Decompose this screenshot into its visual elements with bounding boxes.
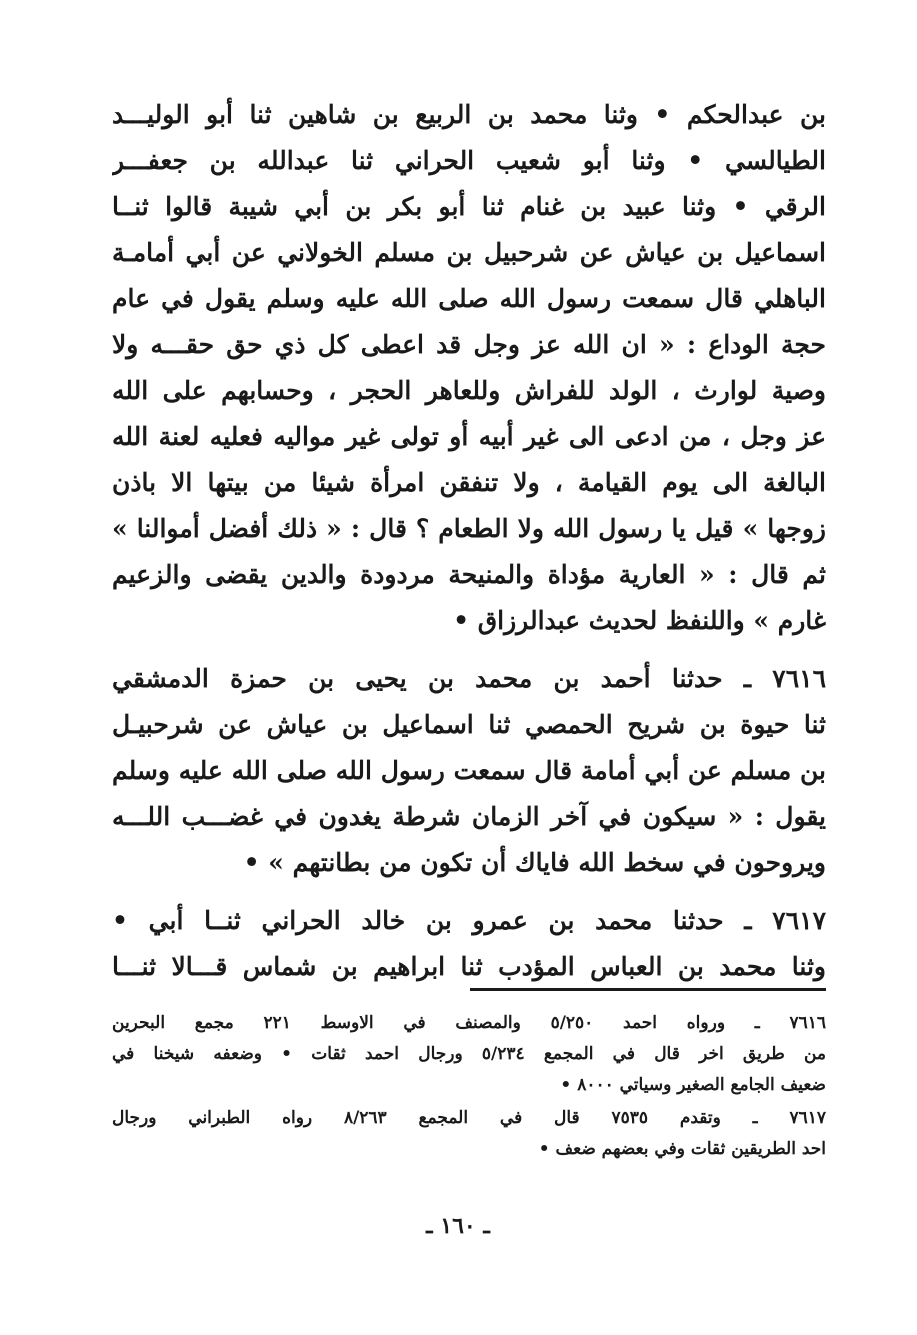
- main-text: [112, 92, 826, 994]
- text-line: ٧٦١٦ ـ حدثنا أحمد بن محمد بن يحيى بن حمزة الدمشقي: [112, 664, 826, 693]
- text-line: غارم » واللنفظ لحديث عبدالرزاق •: [453, 606, 826, 635]
- text-line: ثم قال : « العارية مؤداة والمنيحة مردودة والدين يقضى والزعيم: [112, 560, 826, 589]
- text-line: بن عبدالحكم • وثنا محمد بن الربيع بن شاهين ثنا أبو الوليـــد: [112, 100, 826, 129]
- footnote-line: احد الطريقين ثقات وفي بعضهم ضعف •: [538, 1139, 826, 1159]
- paragraph-hadith-7616: [112, 656, 826, 886]
- text-line: بن مسلم عن أبي أمامة قال سمعت رسول الله صلى الله عليه وسلم: [112, 756, 826, 785]
- text-line: عز وجل ، من ادعى الى غير أبيه أو تولى غير مواليه فعليه لعنة الله: [112, 422, 826, 451]
- page-number: ـ ١٦٠ ـ: [426, 1213, 490, 1239]
- footnote-line: من طريق اخر قال في المجمع ٥/٢٣٤ ورجال احمد ثقات • وضعفه شيخنا في: [112, 1044, 826, 1064]
- footnote-separator-rule: [470, 988, 826, 991]
- text-line: وصية لوارث ، الولد للفراش وللعاهر الحجر ، وحسابهم على الله: [112, 376, 826, 405]
- text-line: الطيالسي • وثنا أبو شعيب الحراني ثنا عبدالله بن جعفـــر: [112, 146, 826, 175]
- text-line: اسماعيل بن عياش عن شرحبيل بن مسلم الخولاني عن أبي أمامـة: [112, 238, 826, 267]
- text-line: البالغة الى يوم القيامة ، ولا تنفقن امرأة شيئا من بيتها الا باذن: [112, 468, 826, 497]
- text-line: ويروحون في سخط الله فاياك أن تكون من بطانتهم » •: [243, 848, 826, 877]
- text-line: ثنا حيوة بن شريح الحمصي ثنا اسماعيل بن عياش عن شرحبيـل: [112, 710, 826, 739]
- text-line: زوجها » قيل يا رسول الله ولا الطعام ؟ قال : « ذلك أفضل أموالنا »: [112, 514, 826, 543]
- text-line: حجة الوداع : « ان الله عز وجل قد اعطى كل ذي حق حقـــه ولا: [112, 330, 826, 359]
- footnote-7617: [112, 1103, 826, 1165]
- paragraph-hadith-7617: [112, 898, 826, 990]
- text-line: يقول : « سيكون في آخر الزمان شرطة يغدون في غضـــب اللـــه: [112, 802, 826, 831]
- text-line: الرقي • وثنا عبيد بن غنام ثنا أبو بكر بن أبي شيبة قالوا ثنــا: [112, 192, 826, 221]
- text-line: ٧٦١٧ ـ حدثنا محمد بن عمرو بن خالد الحراني ثنــا أبي •: [112, 906, 826, 935]
- footnote-line: ٧٦١٦ ـ ورواه احمد ٥/٢٥٠ والمصنف في الاوسط ٢٢١ مجمع البحرين: [112, 1013, 826, 1033]
- footnote-line: ضعيف الجامع الصغير وسياتي ٨٠٠٠ •: [560, 1075, 826, 1095]
- text-line: الباهلي قال سمعت رسول الله صلى الله عليه وسلم يقول في عام: [112, 284, 826, 313]
- footnotes: [112, 1008, 826, 1165]
- footnote-7616: [112, 1008, 826, 1101]
- paragraph-hadith-continuation: [112, 92, 826, 644]
- text-line: وثنا محمد بن العباس المؤدب ثنا ابراهيم بن شماس قـــالا ثنـــا: [112, 952, 826, 981]
- footnote-line: ٧٦١٧ ـ وتقدم ٧٥٣٥ قال في المجمع ٨/٢٦٣ رواه الطبراني ورجال: [112, 1108, 826, 1128]
